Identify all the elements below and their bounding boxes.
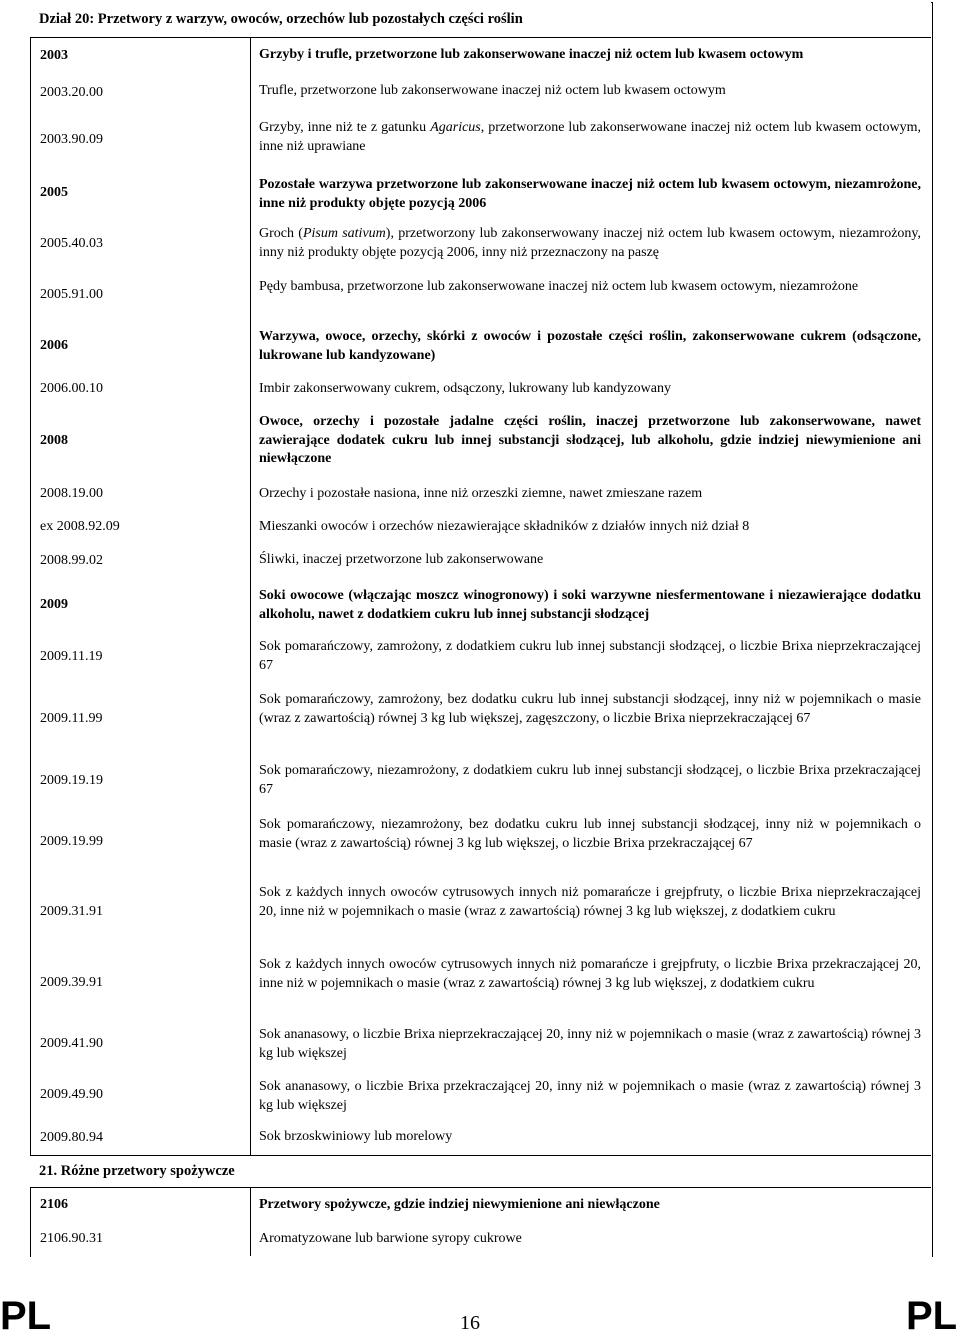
tariff-code: 2008 [40,433,68,448]
table-row [30,510,931,543]
table-row [30,477,931,510]
tariff-description: Soki owocowe (włączając moszcz winogronowy) i soki warzywne niesfermentowane i niezawierające dodatku alkoholu, nawet z dodatkiem cukru lub innej substancji słodzącej [259,588,921,622]
tariff-code: ex 2008.92.09 [40,518,120,534]
table-row [30,111,931,168]
table-row [30,1120,931,1155]
description-text: ), przetworzony lub zakonserwowany inaczej niż octem lub kwasem octowym, niezamrożony, inny niż produkty objęte pozycją 2006, inny niż przeznaczony na paszę [259,226,921,260]
tariff-description: Sok z każdych innych owoców cytrusowych innych niż pomarańcze i grejpfruty, o liczbie Brixa przekraczającej 20, inne niż w pojemnikach o masie (wraz z zawartością) równej 3 kg lub większej, z dodatkiem cukru [259,957,921,991]
table-row [30,683,931,754]
section-title: 21. Różne przetwory spożywcze [39,1163,235,1179]
section-header [30,1155,931,1188]
tariff-code: 2009.80.94 [40,1129,103,1145]
tariff-code: 2009.41.90 [40,1036,103,1051]
tariff-code: 2009.11.99 [40,710,103,726]
section-title: Dział 20: Przetwory z warzyw, owoców, orzechów lub pozostałych części roślin [39,11,523,27]
latin-name: Pisum sativum [302,226,386,241]
tariff-description: Śliwki, inaczej przetworzone lub zakonserwowane [259,552,544,567]
description-text: Groch ( [259,226,303,241]
tariff-description: Mieszanki owoców i orzechów niezawierające składników z działów innych niż dział 8 [259,519,750,534]
table-row [30,948,931,1018]
tariff-description: Pędy bambusa, przetworzone lub zakonserwowane inaczej niż octem lub kwasem octowym, niezamrożone [259,279,859,294]
tariff-code: 2009.49.90 [40,1087,103,1102]
table-row [30,1188,931,1222]
tariff-description: Sok ananasowy, o liczbie Brixa nieprzekraczającej 20, inny niż w pojemnikach o masie (wraz z zawartością) równej 3 kg lub większej [259,1027,921,1061]
tariff-description: Sok pomarańczowy, zamrożony, bez dodatku cukru lub innej substancji słodzącej, inny niż w pojemnikach o masie (wraz z zawartością) równej 3 kg lub większej, zagęszczony, o liczbie Brixa nieprzekraczającej 67 [259,692,921,726]
table-row [30,630,931,683]
tariff-description: Sok brzoskwiniowy lub morelowy [259,1129,453,1144]
description-text: , przetworzone lub zakonserwowane inaczej niż octem lub kwasem octowym, inne niż uprawiane [259,120,921,154]
tariff-code: 2006.00.10 [40,380,103,396]
table-row [30,168,931,217]
tariff-description: Owoce, orzechy i pozostałe jadalne części roślin, inaczej przetworzone lub zakonserwowane, nawet zawierające dodatek cukru lub innej substancji słodzącej, lub alkoholu, gdzie indziej niewymienione ani niewłączone [259,414,921,466]
tariff-description: Trufle, przetworzone lub zakonserwowane inaczej niż octem lub kwasem octowym [259,83,726,98]
table-row [30,876,931,948]
tariff-code: 2003.90.09 [40,131,103,147]
tariff-code: 2003.20.00 [40,84,103,100]
tariff-description: Pozostałe warzywa przetworzone lub zakonserwowane inaczej niż octem lub kwasem octowym, niezamrożone, inne niż produkty objęte pozycją 2006 [259,177,921,211]
table-row [30,579,931,630]
table-row [30,38,931,74]
tariff-description: Sok ananasowy, o liczbie Brixa przekraczającej 20, inny niż w pojemnikach o masie (wraz z zawartością) równej 3 kg lub większej [259,1079,921,1113]
table-row [30,808,931,876]
tariff-code: 2106 [40,1197,68,1212]
tariff-code: 2005.40.03 [40,235,103,251]
description-text: Grzyby, inne niż te z gatunku [259,120,431,135]
tariff-description: Przetwory spożywcze, gdzie indziej niewymienione ani niewłączone [259,1197,660,1212]
tariff-code: 2009.19.99 [40,834,103,849]
footer-left-mark: PL [0,1294,52,1338]
tariff-description: Sok pomarańczowy, niezamrożony, z dodatkiem cukru lub innej substancji słodzącej, o liczbie Brixa przekraczającej 67 [259,763,921,797]
page-number: 16 [460,1312,480,1334]
tariff-description [259,119,921,156]
tariff-description: Sok z każdych innych owoców cytrusowych innych niż pomarańcze i grejpfruty, o liczbie Brixa nieprzekraczającej 20, inne niż w pojemnikach o masie (wraz z zawartością) równej 3 kg lub większej, z dodatkiem cukru [259,885,921,919]
tariff-code: 2009.19.19 [40,773,103,788]
tariff-code: 2009.39.91 [40,975,103,990]
table-row [30,372,931,405]
table-row [30,320,931,372]
table-row [30,1222,931,1256]
table-row [30,1018,931,1070]
tariff-description [259,225,921,262]
tariff-description: Grzyby i trufle, przetworzone lub zakonserwowane inaczej niż octem lub kwasem octowym [259,47,804,62]
latin-name: Agaricus [430,120,481,135]
table-row [30,543,931,579]
table-row [30,217,931,270]
tariff-description: Imbir zakonserwowany cukrem, odsączony, lukrowany lub kandyzowany [259,381,671,396]
tariff-description: Aromatyzowane lub barwione syropy cukrowe [259,1231,522,1246]
table-row [30,405,931,477]
tariff-description: Sok pomarańczowy, zamrożony, z dodatkiem cukru lub innej substancji słodzącej, o liczbie Brixa nieprzekraczającej 67 [259,639,921,673]
table-row [30,1070,931,1120]
tariff-code: 2008.99.02 [40,553,103,568]
tariff-code: 2106.90.31 [40,1231,103,1246]
table-row [30,74,931,111]
section-header [30,2,931,38]
tariff-code: 2008.19.00 [40,485,103,501]
tariff-code: 2009.11.19 [40,648,103,664]
tariff-code: 2006 [40,338,68,353]
footer-right-mark: PL [906,1294,958,1338]
tariff-description: Orzechy i pozostałe nasiona, inne niż orzeszki ziemne, nawet zmieszane razem [259,486,703,501]
table-row [30,270,931,320]
tariff-code: 2003 [40,48,68,63]
tariff-code: 2005 [40,184,68,200]
tariff-code: 2009.31.91 [40,904,103,919]
table-row [30,754,931,808]
tariff-code: 2005.91.00 [40,287,103,302]
tariff-description: Warzywa, owoce, orzechy, skórki z owoców i pozostałe części roślin, zakonserwowane cukrem (odsączone, lukrowane lub kandyzowane) [259,329,921,363]
tariff-code: 2009 [40,596,68,612]
tariff-description: Sok pomarańczowy, niezamrożony, bez dodatku cukru lub innej substancji słodzącej, inny niż w pojemnikach o masie (wraz z zawartością) równej 3 kg lub większej, o liczbie Brixa przekraczającej 67 [259,817,921,851]
